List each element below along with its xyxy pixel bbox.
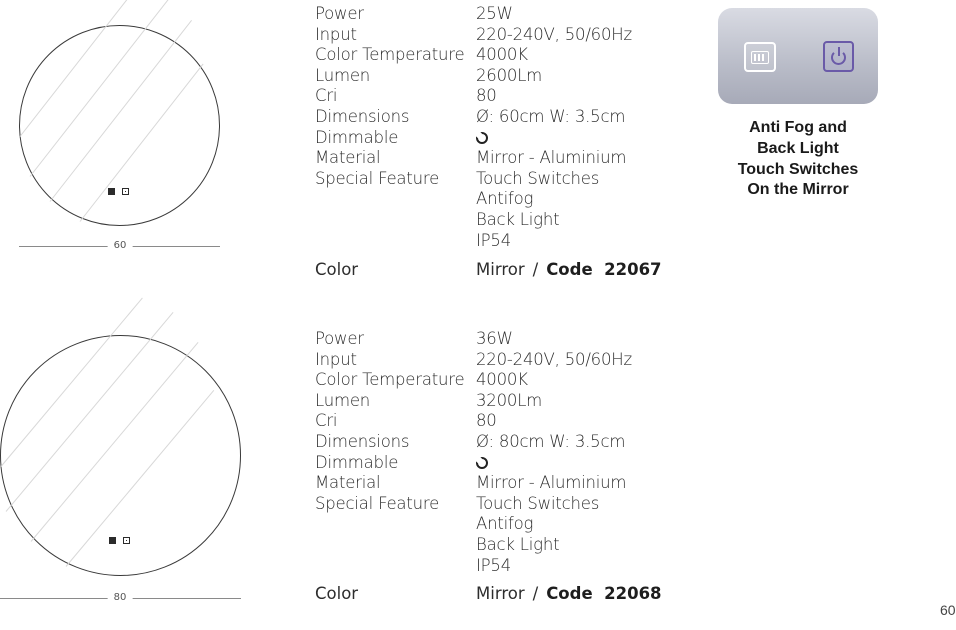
spec-value: Antifog: [476, 189, 534, 209]
spec-row-cri: [315, 411, 632, 432]
spec-label: Dimmable: [315, 127, 399, 147]
spec-value: 2600Lm: [476, 65, 543, 85]
spec-label: Cri: [315, 86, 338, 106]
spec-row-special-feature-cont: [315, 514, 632, 535]
antifog-heater-icon: [744, 42, 776, 72]
spec-row-special-feature-cont: [315, 535, 632, 556]
caption-line: Anti Fog and: [749, 119, 847, 136]
spec-row-power: [315, 329, 632, 350]
spec-value: Touch Switches: [476, 493, 600, 513]
spec-row-special-feature-cont: [315, 189, 632, 210]
color-separator: /: [532, 260, 539, 279]
spec-value: Antifog: [476, 514, 534, 534]
spec-value: 220-240V, 50/60Hz: [476, 24, 632, 44]
spec-value: Mirror - Aluminium: [476, 473, 627, 493]
touch-switch-panel: [718, 8, 878, 104]
spec-value: 80: [476, 86, 497, 106]
spec-table-22068: [315, 329, 632, 576]
spec-label: Material: [315, 148, 381, 168]
color-label: Color: [315, 260, 359, 279]
spec-label: Dimensions: [315, 431, 410, 451]
spec-row-material: [315, 473, 632, 494]
spec-row-material: [315, 148, 632, 169]
spec-label: Dimensions: [315, 106, 410, 126]
caption-line: Back Light: [757, 139, 839, 157]
spec-row-lumen: [315, 391, 632, 412]
spec-label: Lumen: [315, 390, 371, 410]
product-code: Code 22067: [546, 260, 662, 279]
spec-row-dimmable: [315, 453, 632, 474]
color-value: Mirror: [476, 260, 525, 279]
mirror-reflection-line: [31, 342, 199, 542]
mirror-reflection-line: [66, 390, 215, 567]
caption-line: Touch Switches: [737, 160, 859, 178]
spec-row-dimensions: [315, 107, 632, 128]
spec-label: Special Feature: [315, 493, 440, 513]
color-label: Color: [315, 584, 359, 603]
spec-value: Back Light: [476, 534, 560, 554]
color-value: Mirror: [476, 584, 525, 603]
spec-row-special-feature: [315, 494, 632, 515]
page-number: 60: [940, 602, 956, 618]
light-switch-icon: [122, 188, 129, 195]
spec-row-special-feature-cont: [315, 231, 632, 252]
spec-label: Power: [315, 329, 364, 348]
color-row-22067: [315, 260, 662, 279]
power-icon: [823, 41, 854, 72]
spec-label: Color Temperature: [315, 370, 465, 390]
spec-value: IP54: [476, 555, 512, 575]
spec-row-special-feature-cont: [315, 556, 632, 577]
spec-label: Input: [315, 24, 357, 44]
spec-value: 36W: [476, 329, 513, 348]
mirror-reflection-line: [30, 0, 172, 177]
spec-value: Ø: 80cm W: 3.5cm: [476, 431, 626, 451]
spec-row-color-temperature: [315, 370, 632, 391]
spec-value: 3200Lm: [476, 390, 543, 410]
antifog-switch-icon: [108, 188, 115, 195]
mirror-reflection-line: [20, 0, 144, 137]
touch-switch-caption: [718, 118, 878, 201]
round-mirror-80: [0, 335, 241, 576]
round-mirror-60: [19, 25, 220, 226]
spec-table-22067: [315, 4, 632, 251]
spec-value: 4000K: [476, 370, 528, 390]
spec-label: Material: [315, 473, 381, 493]
spec-row-dimmable: [315, 128, 632, 149]
dimension-label: 60: [108, 240, 133, 252]
color-separator: /: [532, 584, 539, 603]
spec-row-dimensions: [315, 432, 632, 453]
antifog-switch-icon: [109, 537, 116, 544]
spec-row-input: [315, 25, 632, 46]
spec-value: 220-240V, 50/60Hz: [476, 349, 632, 369]
dimmable-icon: [476, 457, 488, 469]
spec-value: IP54: [476, 230, 512, 250]
spec-value: Mirror - Aluminium: [476, 148, 627, 168]
spec-value: 4000K: [476, 45, 528, 65]
spec-value: Ø: 60cm W: 3.5cm: [476, 106, 626, 126]
dimension-label: 80: [108, 592, 133, 604]
spec-row-power: [315, 4, 632, 25]
spec-label: Lumen: [315, 65, 371, 85]
spec-label: Power: [315, 4, 364, 23]
spec-row-cri: [315, 86, 632, 107]
light-switch-icon: [123, 537, 130, 544]
spec-row-special-feature: [315, 169, 632, 190]
spec-row-color-temperature: [315, 45, 632, 66]
spec-label: Color Temperature: [315, 45, 465, 65]
dimmable-icon: [476, 132, 488, 144]
spec-row-input: [315, 350, 632, 371]
spec-label: Dimmable: [315, 452, 399, 472]
spec-value: 80: [476, 411, 497, 431]
mirror-reflection-line: [1, 298, 143, 467]
color-row-22068: [315, 584, 662, 603]
spec-value: Touch Switches: [476, 168, 600, 188]
product-code: Code 22068: [546, 584, 662, 603]
spec-label: Input: [315, 349, 357, 369]
caption-line: On the Mirror: [747, 181, 849, 199]
spec-value: 25W: [476, 4, 513, 23]
spec-label: Cri: [315, 411, 338, 431]
mirror-reflection-line: [6, 312, 174, 512]
spec-value: Back Light: [476, 209, 560, 229]
spec-row-special-feature-cont: [315, 210, 632, 231]
spec-row-lumen: [315, 66, 632, 87]
mirror-reflection-line: [50, 20, 192, 202]
spec-label: Special Feature: [315, 168, 440, 188]
